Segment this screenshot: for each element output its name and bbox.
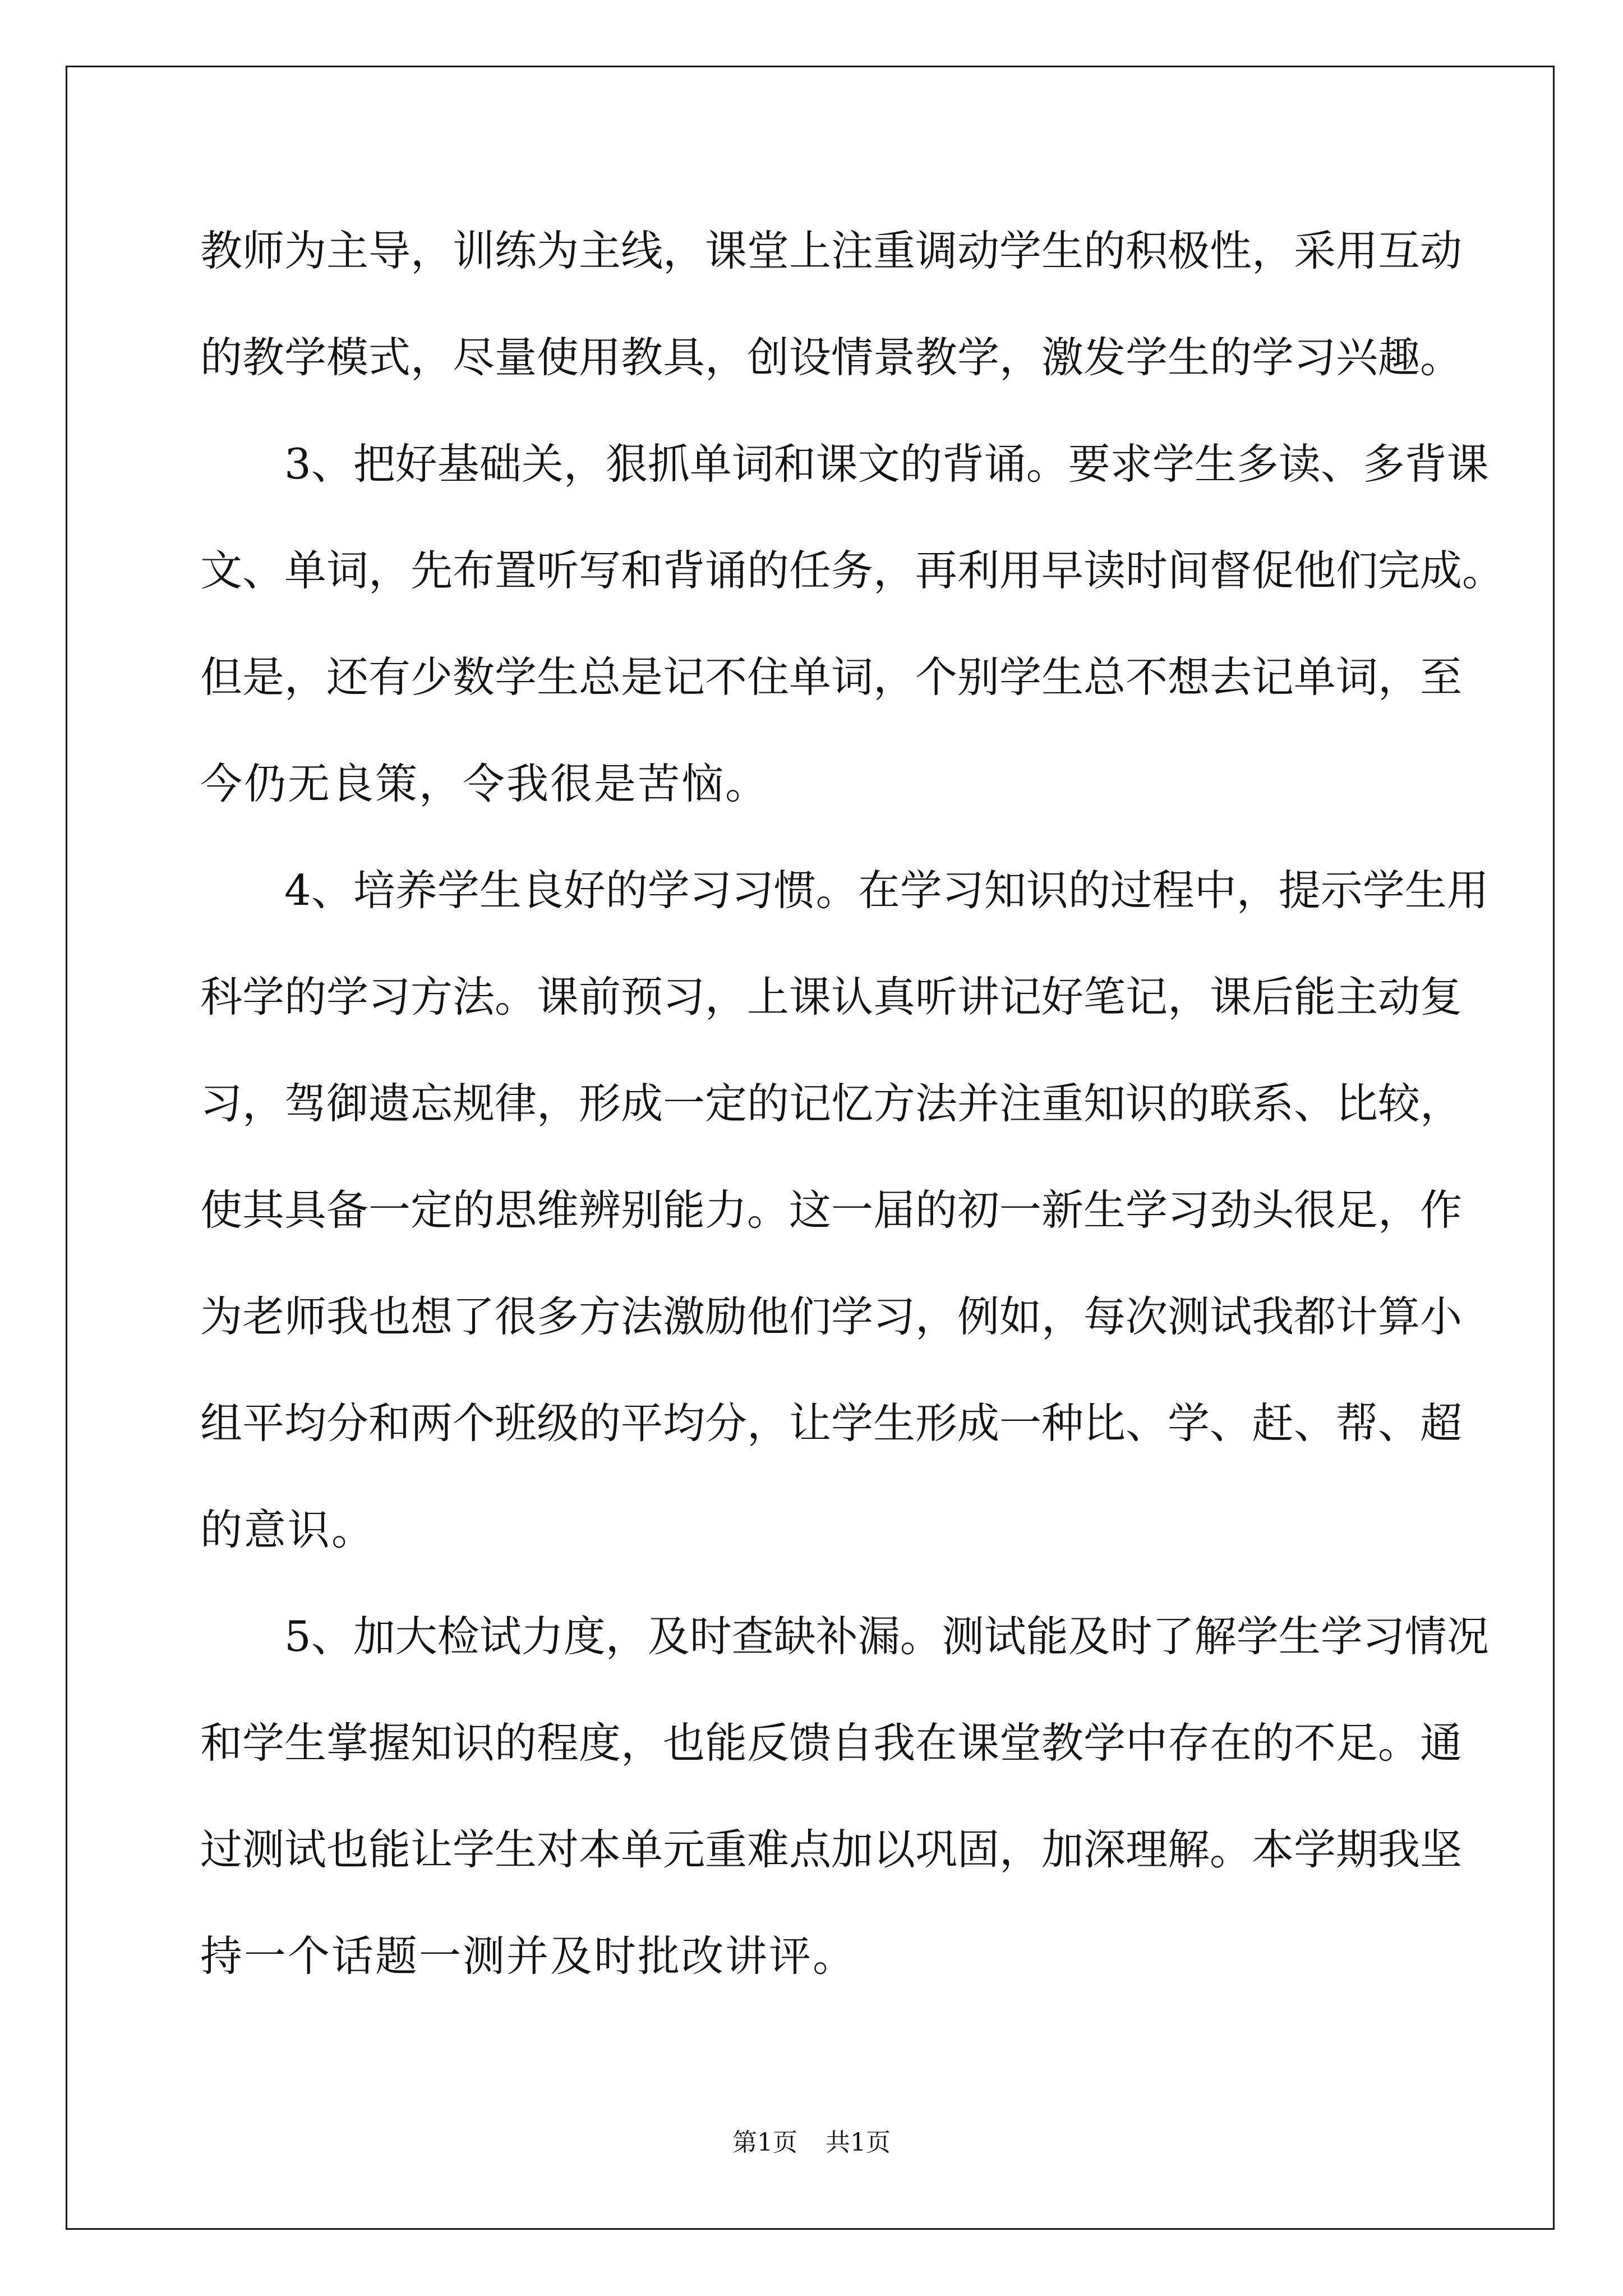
text-line: 使其具备一定的思维辨别能力。这一届的初一新生学习劲头很足，作	[200, 1185, 1463, 1235]
text-line: 组平均分和两个班级的平均分，让学生形成一种比、学、赶、帮、超	[200, 1398, 1463, 1448]
page-number: 第1页	[732, 2128, 797, 2157]
text-line: 的意识。	[200, 1505, 376, 1554]
page-total: 共1页	[826, 2128, 891, 2157]
text-line: 教师为主导，训练为主线，课堂上注重调动学生的积极性，采用互动	[200, 226, 1463, 275]
text-line: 过测试也能让学生对本单元重难点加以巩固，加深理解。本学期我坚	[200, 1825, 1463, 1874]
text-line: 今仍无良策，令我很是苦恼。	[200, 759, 769, 808]
paragraph-start-line: 4、培养学生良好的学习习惯。在学习知识的过程中，提示学生用	[284, 866, 1489, 915]
text-line: 科学的学习方法。课前预习，上课认真听讲记好笔记，课后能主动复	[200, 972, 1463, 1022]
page-footer	[0, 2122, 1623, 2158]
text-line: 的教学模式，尽量使用教具，创设情景教学，激发学生的学习兴趣。	[200, 333, 1463, 382]
text-line: 持一个话题一测并及时批改讲评。	[200, 1931, 857, 1981]
text-line: 文、单词，先布置听写和背诵的任务，再利用早读时间督促他们完成。	[200, 546, 1505, 595]
text-line: 但是，还有少数学生总是记不住单词，个别学生总不想去记单词，至	[200, 652, 1463, 702]
paragraph-start-line: 3、把好基础关，狠抓单词和课文的背诵。要求学生多读、多背课	[284, 439, 1489, 489]
document-body	[200, 220, 1505, 2032]
text-line: 和学生掌握知识的程度，也能反馈自我在课堂教学中存在的不足。通	[200, 1718, 1463, 1768]
paragraph-start-line: 5、加大检试力度，及时查缺补漏。测试能及时了解学生学习情况	[284, 1612, 1489, 1661]
text-line: 习，驾御遗忘规律，形成一定的记忆方法并注重知识的联系、比较，	[200, 1079, 1463, 1128]
text-line: 为老师我也想了很多方法激励他们学习，例如，每次测试我都计算小	[200, 1292, 1463, 1341]
